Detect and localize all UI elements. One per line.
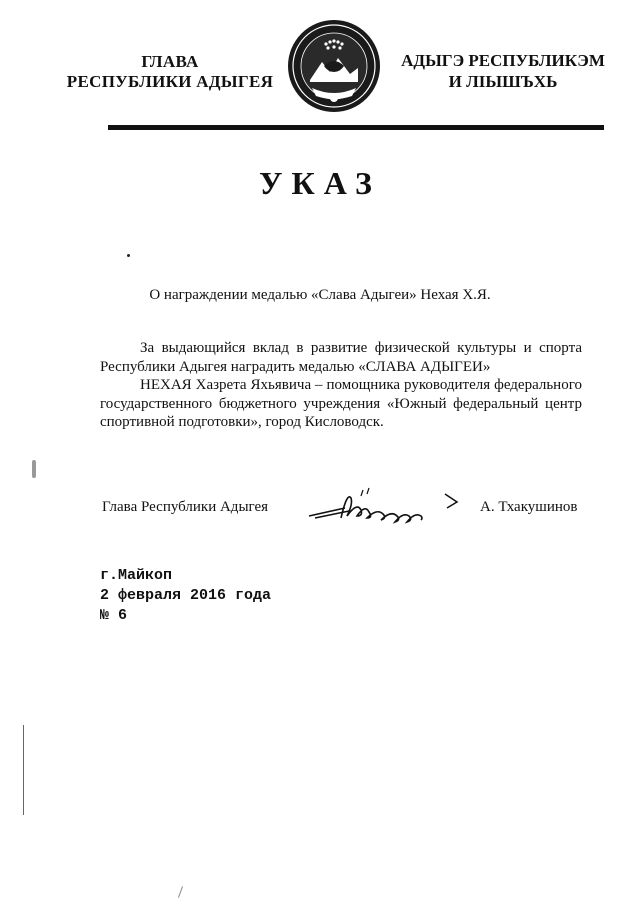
header-right-line2: И ЛІЫШЪХЬ <box>448 72 558 91</box>
republic-coat-of-arms-icon <box>286 18 382 114</box>
signer-name: А. Тхакушинов <box>480 499 578 515</box>
scan-artifact-line <box>23 725 24 815</box>
place-date-number <box>100 566 271 626</box>
header-right-line1: АДЫГЭ РЕСПУБЛИКЭМ <box>401 51 605 70</box>
header-left-line1: ГЛАВА <box>141 52 199 71</box>
handwritten-signature <box>305 484 473 524</box>
body-paragraph-1: За выдающийся вклад в развитие физической культуры и спорта Республики Адыгея наградить медалью «СЛАВА АДЫГЕИ» <box>100 340 582 375</box>
header-left-line2: РЕСПУБЛИКИ АДЫГЕЯ <box>66 72 274 91</box>
scan-artifact-tick <box>178 886 183 898</box>
issue-date: 2 февраля 2016 года <box>100 587 272 604</box>
signer-position: Глава Республики Адыгея <box>102 499 269 515</box>
body-paragraph-2: НЕХАЯ Хазрета Яхьявича – помощника руководителя федерального государственного бюджетного учреждения «Южный федеральный центр спортивной подготовки», город Кисловодск. <box>100 377 582 430</box>
decree-body <box>100 339 582 432</box>
document-title: УКАЗ <box>259 165 381 201</box>
header-left-russian <box>50 52 290 92</box>
decree-number: № 6 <box>100 607 128 624</box>
header-right-adyghe <box>398 50 608 92</box>
issue-city: г.Майкоп <box>100 567 173 584</box>
decree-subject: О награждении медалью «Слава Адыгеи» Нехая Х.Я. <box>149 287 491 303</box>
scan-artifact-mark <box>32 460 36 478</box>
header-divider <box>108 125 604 130</box>
scan-speck <box>127 254 130 257</box>
